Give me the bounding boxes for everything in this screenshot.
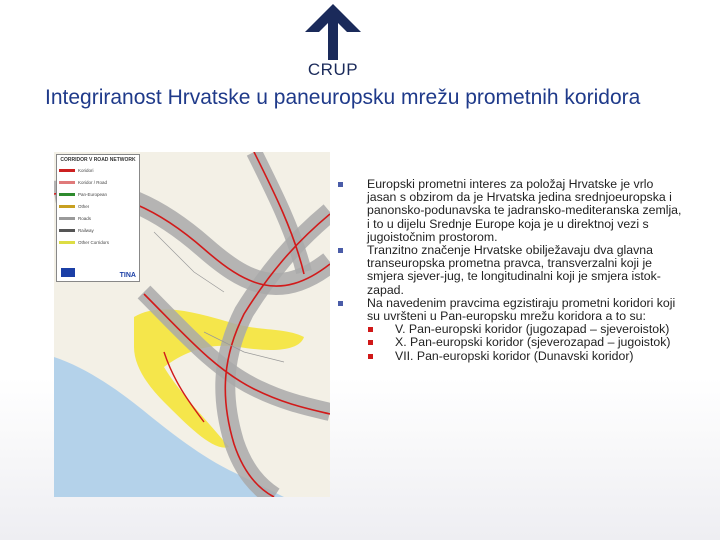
legend-item: Koridor / Road: [59, 178, 137, 187]
legend-brand: TINA: [119, 272, 136, 279]
square-bullet-icon: [338, 301, 343, 306]
sub-bullet-item: VII. Pan-europski koridor (Dunavski koridor): [337, 350, 682, 363]
legend-item: Koridori: [59, 166, 137, 175]
crup-logo: [300, 2, 366, 80]
legend-item: Roads: [59, 214, 137, 223]
sub-bullet-item: V. Pan-europski koridor (jugozapad – sjeveroistok): [337, 323, 682, 336]
legend-item: Other Corridors: [59, 238, 137, 247]
legend-item: Pan-European: [59, 190, 137, 199]
corridor-map: [54, 152, 330, 497]
legend-item: Other: [59, 202, 137, 211]
bullet-list: [337, 178, 682, 363]
square-bullet-icon: [338, 248, 343, 253]
logo-text: CRUP: [307, 60, 359, 79]
map-legend: [56, 154, 140, 282]
bullet-item: Tranzitno značenje Hrvatske obilježavaju dva glavna transeuropska prometna pravca, transverzalni koji je smjera sjever-jug, te longitudinalni koji je smjera istok-zapad.: [337, 244, 682, 297]
square-bullet-icon: [368, 354, 373, 359]
square-bullet-icon: [338, 182, 343, 187]
eu-flag-icon: [61, 268, 75, 277]
bullet-item: Europski prometni interes za položaj Hrvatske je vrlo jasan s obzirom da je Hrvatska jedina srednjoeuropska i panonsko-podunavska te jadransko-mediteranska zemlja, i to u dijelu Srednje Europe koja je u direktnoj vezi s jugoistočnim prostorom.: [337, 178, 682, 244]
bullet-item: Na navedenim pravcima egzistiraju prometni koridori koji su uvršteni u Pan-europsku mrežu koridora a to su:: [337, 297, 682, 323]
legend-title: CORRIDOR V ROAD NETWORK: [60, 157, 136, 163]
arrow-up-icon: [300, 2, 366, 62]
legend-item: Railway: [59, 226, 137, 235]
slide-title: Integriranost Hrvatske u paneuropsku mrežu prometnih koridora: [45, 86, 641, 109]
square-bullet-icon: [368, 340, 373, 345]
square-bullet-icon: [368, 327, 373, 332]
sub-bullet-item: X. Pan-europski koridor (sjeverozapad – jugoistok): [337, 336, 682, 349]
